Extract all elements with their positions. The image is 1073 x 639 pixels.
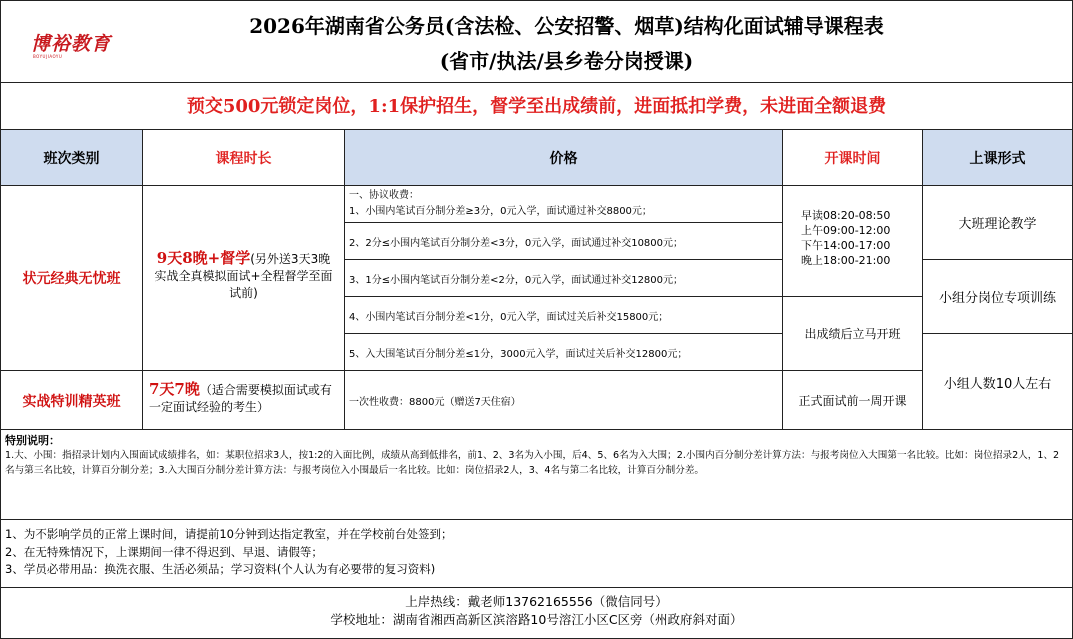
col-header-format: 上课形式 — [969, 150, 1026, 167]
school-address: 学校地址：湖南省湘西高新区滨溶路10号溶江小区C区旁（州政府斜对面） — [330, 612, 743, 627]
price-elite: 一次性收费：8800元（赠送7天住宿） — [345, 371, 783, 430]
start-time-schedule — [783, 186, 923, 297]
page-subtitle: (省市/执法/县乡卷分岗授课) — [439, 49, 694, 73]
col-header-start-time: 开课时间 — [783, 130, 923, 185]
rule-item: 3、学员必带用品：换洗衣服、生活必须品；学习资料(个人认为有必要带的复习资料) — [5, 562, 436, 576]
format-group-size: 小组人数10人左右 — [943, 376, 1052, 392]
contact-footer — [1, 588, 1072, 636]
hotline: 上岸热线：戴老师13762165556（微信同号） — [405, 594, 668, 609]
class-name-elite: 实战特训精英班 — [1, 371, 143, 430]
time-line: 晚上18:00-21:00 — [801, 254, 891, 267]
brand-logo: 博裕教育 — [31, 33, 112, 55]
rule-item: 1、为不影响学员的正常上课时间，请提前10分钟到达指定教室，并在学校前台处签到； — [5, 527, 453, 541]
duration-detail: (另外送3天3晚实战全真模拟面试+全程督学至面试前) — [154, 252, 333, 300]
duration-highlight: 7天7晚 — [149, 380, 200, 398]
col-header-class-type: 班次类别 — [1, 130, 143, 185]
start-time-after-results: 出成绩后立马开班 — [783, 297, 923, 371]
price-header: 一、协议收费： — [349, 190, 419, 201]
col-header-price: 价格 — [345, 130, 783, 185]
format-group-training: 小组分岗位专项训练 — [923, 260, 1072, 334]
notes-text: 1.大、小围：指招录计划内入围面试成绩排名，如：某职位招求3人，按1:2的入面比例，成绩从高到低排名，前1、2、3名为入小围，后4、5、6名为入大围；2.小围内百分制分差计算方法：与报考岗位入大围第一名比较。比如：岗位招录2人，1、2名与第三名比较，计算百分制分差；3.入大围百分制分差计算方法：与报考岗位入小围最后一名比较。比如：岗位招录2人，3、4名与第二名比较，计算百分制分差。 — [5, 450, 1060, 476]
format-lecture: 大班理论教学 — [923, 186, 1072, 260]
class-duration-champion — [143, 186, 345, 371]
rule-item: 2、在无特殊情况下，上课期间一律不得迟到、早退、请假等； — [5, 544, 323, 559]
page-title: 2026年湖南省公务员(含法检、公安招警、烟草)结构化面试辅导课程表 — [249, 14, 884, 38]
attendance-rules — [1, 520, 1072, 588]
price-row-4: 4、小围内笔试百分制分差<1分，0元入学，面试过关后补交15800元； — [345, 297, 783, 334]
class-duration-elite — [143, 371, 345, 430]
special-notes — [1, 430, 1072, 520]
notes-title: 特别说明： — [5, 434, 60, 447]
time-line: 下午14:00-17:00 — [801, 239, 891, 252]
start-time-elite: 正式面试前一周开课 — [783, 371, 923, 430]
price-text: 1、小围内笔试百分制分差≥3分，0元入学，面试通过补交8800元； — [349, 206, 652, 217]
promo-banner: 预交500元锁定岗位，1:1保护招生，督学至出成绩前，进面抵扣学费，未进面全额退费 — [1, 83, 1072, 130]
table-header — [1, 130, 1072, 186]
brand-logo-subtext: BOYUJIAOYU — [33, 54, 63, 59]
time-line: 上午09:00-12:00 — [801, 224, 891, 237]
price-row-5: 5、入大围笔试百分制分差≤1分，3000元入学，面试过关后补交12800元； — [345, 334, 783, 371]
col-header-duration: 课程时长 — [143, 130, 345, 185]
price-row-3: 3、1分≤小围内笔试百分制分差<2分，0元入学，面试通过补交12800元； — [345, 260, 783, 297]
duration-highlight: 9天8晚+督学 — [156, 249, 251, 267]
duration-detail: （适合需要模拟面试或有一定面试经验的考生） — [149, 383, 332, 414]
price-row-2: 2、2分≤小围内笔试百分制分差<3分，0元入学，面试通过补交10800元； — [345, 223, 783, 260]
class-name-champion: 状元经典无忧班 — [1, 186, 143, 371]
table-body — [1, 186, 1072, 430]
time-line: 早读08:20-08:50 — [801, 209, 891, 222]
header — [1, 1, 1072, 83]
price-row-1 — [345, 186, 783, 223]
